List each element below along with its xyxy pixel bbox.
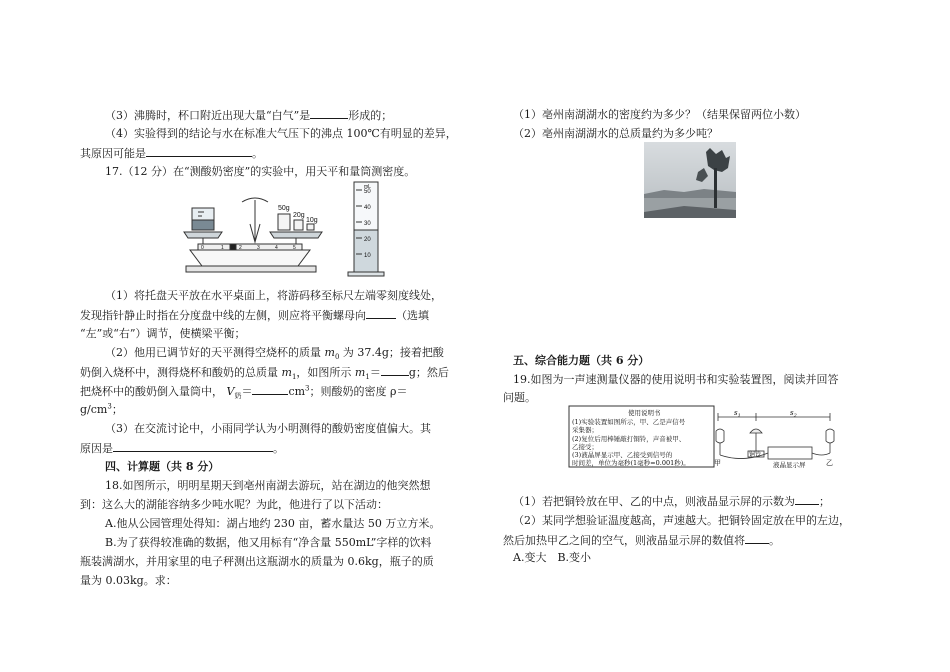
section-5-heading: 五、综合能力题（共 6 分） bbox=[513, 354, 650, 367]
q18-line1: 18.如图所示，明明星期天到亳州南湖去游玩，站在湖边的他突然想 bbox=[105, 479, 431, 492]
weight-label: 20g bbox=[293, 212, 305, 219]
weight-20g-icon bbox=[294, 220, 303, 230]
cylinder-tick: 40 bbox=[364, 205, 371, 211]
q19-line2: 问题。 bbox=[503, 391, 536, 404]
q17-2-line3: 把烧杯中的酸奶倒入量筒中， $V_奶= cm^3$；则酸奶的密度 ρ＝ bbox=[80, 384, 408, 401]
q17-2-line2: 奶倒入烧杯中，测得烧杯和酸奶的总质量 $m_1$，如图所示 $m_1= g$；然后 bbox=[80, 366, 449, 382]
q16-4-line2: 其原因可能是 。 bbox=[80, 147, 263, 160]
q17-3-line1: （3）在交流讨论中，小雨同学认为小明测得的酸奶密度值偏大。其 bbox=[105, 422, 431, 435]
ruler-tick: 0 bbox=[201, 245, 204, 251]
q17-3-line2: 原因是 。 bbox=[80, 442, 284, 455]
q19-sub2-line2: 然后加热甲乙之间的空气，则液晶显示屏的数值将 。 bbox=[503, 534, 780, 547]
q18-line2: 到：这么大的湖能容纳多少吨水呢？为此，他进行了以下活动： bbox=[80, 498, 388, 511]
q18-option-b-line2: 瓶装满湖水，并用家里的电子秤测出这瓶湖水的质量为 0.6kg，瓶子的质 bbox=[80, 555, 434, 568]
answer-blank[interactable] bbox=[310, 108, 348, 119]
beam-ruler bbox=[198, 244, 302, 250]
weight-50g-icon bbox=[278, 214, 290, 230]
answer-blank[interactable] bbox=[252, 384, 288, 395]
weight-label: 50g bbox=[278, 205, 290, 212]
answer-blank[interactable] bbox=[745, 533, 769, 544]
screen-label: 液晶显示屏 bbox=[773, 461, 806, 469]
sound-speed-figure bbox=[568, 405, 836, 469]
lake-photo bbox=[644, 142, 736, 218]
cylinder-tick: 20 bbox=[364, 237, 371, 243]
distance-label: $s_1$ bbox=[734, 409, 741, 419]
q17-1-line1: （1）将托盘天平放在水平桌面上，将游码移至标尺左端零刻度线处， bbox=[105, 289, 442, 302]
q17-title: 17.（12 分）在“测酸奶密度”的实验中，用天平和量筒测密度。 bbox=[105, 165, 416, 178]
ruler-tick: 3 bbox=[257, 245, 260, 251]
distance-label: $s_2$ bbox=[790, 409, 797, 419]
q16-3: （3）沸腾时，杯口附近出现大量“白气”是 形成的； bbox=[105, 109, 393, 122]
manual-line: 时间差，单位为毫秒(1毫秒=0.001秒)。 bbox=[572, 459, 690, 467]
cylinder-unit: mL bbox=[364, 184, 371, 190]
ruler-tick: 5 bbox=[293, 245, 296, 251]
section-4-heading: 四、计算题（共 8 分） bbox=[105, 460, 220, 473]
cylinder-tick: 50 bbox=[364, 189, 371, 195]
q18-sub2: （2）亳州南湖湖水的总质量约为多少吨？ bbox=[513, 127, 718, 140]
bell-icon bbox=[750, 429, 762, 433]
cylinder-tick: 30 bbox=[364, 221, 371, 227]
weight-label: 10g bbox=[306, 217, 318, 224]
balance-figure bbox=[180, 176, 395, 280]
manual-line: 乙接受； bbox=[572, 443, 598, 451]
q19-sub2-line1: （2）某同学想验证温度越高，声速越大。把铜铃固定放在甲的左边， bbox=[513, 514, 850, 527]
answer-blank[interactable] bbox=[795, 494, 819, 505]
bell-label: 铜铃 bbox=[749, 451, 762, 458]
manual-line: 采集器； bbox=[572, 426, 598, 434]
manual-line: (2)复位后用棒锤敲打铜铃，声音被甲、 bbox=[572, 435, 686, 443]
q19-sub1: （1）若把铜铃放在甲、乙的中点，则液晶显示屏的示数为 ； bbox=[513, 495, 830, 508]
ruler-tick: 2 bbox=[239, 245, 242, 251]
lcd-screen-icon bbox=[768, 447, 812, 459]
cylinder-tick: 10 bbox=[364, 253, 371, 259]
weight-10g-icon bbox=[307, 224, 314, 230]
answer-blank[interactable] bbox=[366, 308, 396, 319]
answer-blank[interactable] bbox=[146, 146, 252, 157]
microphone-icon bbox=[716, 429, 724, 443]
ruler-tick: 1 bbox=[221, 245, 224, 251]
rider-icon bbox=[230, 244, 236, 250]
q19-line1: 19.如图为一声速测量仪器的使用说明书和实验装置图，阅读并回答 bbox=[513, 373, 839, 386]
q17-2-line1: （2）他用已调节好的天平测得空烧杯的质量 $m_0$ 为 37.4g；接着把酸 bbox=[105, 346, 444, 362]
q17-2-line4: $g/cm^3$； bbox=[80, 402, 123, 416]
q18-option-a: A.他从公园管理处得知：湖占地约 230 亩，蓄水量达 50 万立方米。 bbox=[105, 517, 441, 530]
q17-1-line3: “左”或“右”）调节，使横梁平衡； bbox=[80, 327, 246, 340]
q18-option-b-line1: B.为了获得较准确的数据，他又用标有“净含量 550mL”字样的饮料 bbox=[105, 536, 432, 549]
q16-4-line1: （4）实验得到的结论与水在标准大气压下的沸点 100℃有明显的差异， bbox=[105, 127, 457, 140]
q18-option-b-line3: 量为 0.03kg。求： bbox=[80, 574, 177, 587]
q18-sub1: （1）亳州南湖湖水的密度约为多少？（结果保留两位小数） bbox=[513, 108, 806, 121]
receiver-label: 甲 bbox=[714, 459, 721, 467]
microphone-icon bbox=[826, 429, 834, 443]
ruler-tick: 4 bbox=[275, 245, 278, 251]
q17-1-line2: 发现指针静止时指在分度盘中线的左侧，则应将平衡螺母向 （选填 bbox=[80, 309, 429, 322]
q19-options: A.变大 B.变小 bbox=[513, 551, 592, 564]
answer-blank[interactable] bbox=[381, 365, 409, 376]
manual-line: (1)实验装置如图所示，甲、乙是声信号 bbox=[572, 418, 686, 426]
manual-line: (3)液晶屏显示甲、乙接受到信号的 bbox=[572, 451, 673, 459]
answer-blank[interactable] bbox=[113, 441, 273, 452]
receiver-label: 乙 bbox=[826, 459, 833, 467]
manual-title: 使用说明书 bbox=[628, 409, 661, 417]
